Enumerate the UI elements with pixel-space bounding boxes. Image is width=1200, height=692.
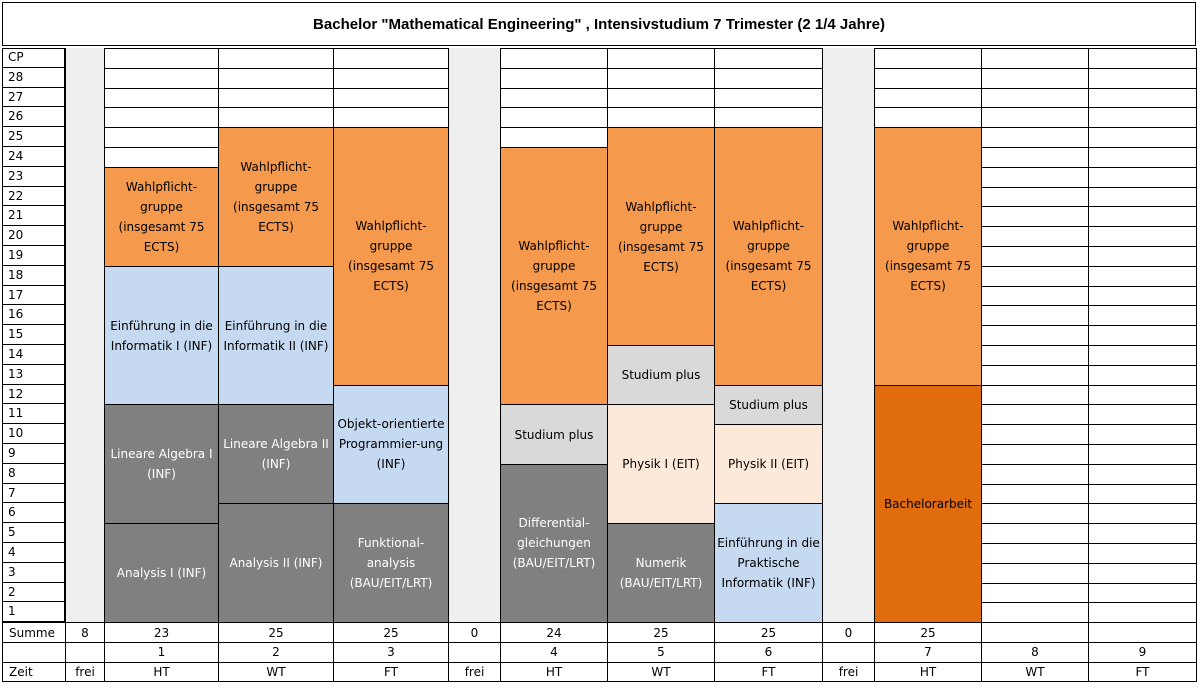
module-block: Lineare Algebra II (INF) xyxy=(218,404,334,504)
sum-cell: 23 xyxy=(104,622,219,643)
empty-grid-cell xyxy=(333,107,449,128)
empty-grid-cell xyxy=(1088,127,1197,148)
empty-grid-cell xyxy=(1088,68,1197,89)
sum-cell: 0 xyxy=(822,622,875,643)
module-block: Physik I (EIT) xyxy=(607,404,715,524)
empty-grid-cell xyxy=(1088,583,1197,604)
module-block: Studium plus xyxy=(607,345,715,405)
empty-grid-cell xyxy=(104,107,219,128)
cp-label: 9 xyxy=(2,444,65,464)
empty-grid-cell xyxy=(981,187,1089,208)
empty-grid-cell xyxy=(218,48,334,69)
empty-grid-cell xyxy=(1088,226,1197,247)
empty-grid-cell xyxy=(1088,206,1197,227)
trimester-cell: 3 xyxy=(333,642,449,663)
empty-grid-cell xyxy=(981,404,1089,425)
cp-label: 6 xyxy=(2,503,65,523)
sum-cell: 8 xyxy=(65,622,105,643)
empty-grid-cell xyxy=(1088,424,1197,445)
empty-grid-cell xyxy=(874,107,982,128)
module-block: Einführung in die Praktische Informatik (INF) xyxy=(714,503,823,623)
empty-grid-cell xyxy=(714,107,823,128)
empty-grid-cell xyxy=(1088,167,1197,188)
trimester-cell: 9 xyxy=(1088,642,1197,663)
empty-grid-cell xyxy=(1088,246,1197,267)
frei-column xyxy=(65,48,105,622)
cp-label: 10 xyxy=(2,424,65,444)
empty-grid-cell xyxy=(981,523,1089,544)
empty-grid-cell xyxy=(1088,503,1197,524)
cp-label: 23 xyxy=(2,167,65,187)
season-cell: WT xyxy=(218,662,334,683)
empty-grid-cell xyxy=(981,345,1089,366)
sum-cell xyxy=(1088,622,1197,643)
empty-grid-cell xyxy=(333,68,449,89)
module-block: Wahlpflicht-gruppe (insgesamt 75 ECTS) xyxy=(874,127,982,385)
zeit-label: Zeit xyxy=(2,662,66,683)
empty-grid-cell xyxy=(981,464,1089,485)
empty-grid-cell xyxy=(874,48,982,69)
empty-grid-cell xyxy=(1088,286,1197,307)
module-block: Einführung in die Informatik II (INF) xyxy=(218,266,334,406)
cp-label: 24 xyxy=(2,147,65,167)
module-block: Analysis I (INF) xyxy=(104,523,219,623)
empty-grid-cell xyxy=(1088,484,1197,505)
empty-grid-cell xyxy=(500,107,608,128)
sum-cell: 25 xyxy=(714,622,823,643)
empty-grid-cell xyxy=(500,127,608,148)
empty-grid-cell xyxy=(1088,365,1197,386)
empty-grid-cell xyxy=(104,68,219,89)
empty-grid-cell xyxy=(981,206,1089,227)
season-cell: FT xyxy=(333,662,449,683)
empty-grid-cell xyxy=(981,365,1089,386)
module-block: Analysis II (INF) xyxy=(218,503,334,623)
trimester-cell xyxy=(822,642,875,663)
cp-label: 2 xyxy=(2,583,65,603)
cp-label: 3 xyxy=(2,563,65,583)
cp-label: 11 xyxy=(2,404,65,424)
empty-grid-cell xyxy=(981,325,1089,346)
blank-label xyxy=(2,642,66,663)
trimester-cell: 1 xyxy=(104,642,219,663)
empty-grid-cell xyxy=(981,266,1089,287)
season-cell: FT xyxy=(1088,662,1197,683)
summe-label: Summe xyxy=(2,622,66,643)
cp-label: 21 xyxy=(2,206,65,226)
empty-grid-cell xyxy=(1088,345,1197,366)
empty-grid-cell xyxy=(218,68,334,89)
trimester-cell: 7 xyxy=(874,642,982,663)
module-block: Bachelorarbeit xyxy=(874,385,982,624)
cp-label: 25 xyxy=(2,127,65,147)
empty-grid-cell xyxy=(1088,305,1197,326)
season-cell: HT xyxy=(874,662,982,683)
module-block: Numerik (BAU/EIT/LRT) xyxy=(607,523,715,623)
empty-grid-cell xyxy=(1088,266,1197,287)
empty-grid-cell xyxy=(104,88,219,109)
cp-label: 8 xyxy=(2,464,65,484)
cp-label: 5 xyxy=(2,523,65,543)
empty-grid-cell xyxy=(1088,404,1197,425)
empty-grid-cell xyxy=(1088,543,1197,564)
empty-grid-cell xyxy=(714,68,823,89)
sum-cell: 25 xyxy=(218,622,334,643)
cp-label: 7 xyxy=(2,484,65,504)
frei-column xyxy=(448,48,501,622)
empty-grid-cell xyxy=(981,503,1089,524)
empty-grid-cell xyxy=(333,48,449,69)
module-block: Differential-gleichungen (BAU/EIT/LRT) xyxy=(500,464,608,623)
empty-grid-cell xyxy=(1088,187,1197,208)
empty-grid-cell xyxy=(607,68,715,89)
empty-grid-cell xyxy=(1088,444,1197,465)
empty-grid-cell xyxy=(981,68,1089,89)
cp-label: 16 xyxy=(2,305,65,325)
trimester-cell: 2 xyxy=(218,642,334,663)
cp-header: CP xyxy=(2,48,65,68)
empty-grid-cell xyxy=(607,107,715,128)
empty-grid-cell xyxy=(981,167,1089,188)
sum-cell: 24 xyxy=(500,622,608,643)
cp-label: 12 xyxy=(2,385,65,405)
season-cell: frei xyxy=(448,662,501,683)
cp-label: 17 xyxy=(2,286,65,306)
empty-grid-cell xyxy=(714,48,823,69)
empty-grid-cell xyxy=(607,48,715,69)
cp-label: 22 xyxy=(2,187,65,207)
module-block: Funktional-analysis (BAU/EIT/LRT) xyxy=(333,503,449,623)
trimester-cell xyxy=(65,642,105,663)
season-cell: frei xyxy=(822,662,875,683)
empty-grid-cell xyxy=(981,385,1089,406)
module-block: Wahlpflicht-gruppe (insgesamt 75 ECTS) xyxy=(714,127,823,385)
empty-grid-cell xyxy=(981,602,1089,623)
diagram-title: Bachelor "Mathematical Engineering" , Intensivstudium 7 Trimester (2 1/4 Jahre) xyxy=(2,2,1196,46)
cp-label: 20 xyxy=(2,226,65,246)
empty-grid-cell xyxy=(1088,325,1197,346)
empty-grid-cell xyxy=(1088,88,1197,109)
season-cell: FT xyxy=(714,662,823,683)
module-block: Lineare Algebra I (INF) xyxy=(104,404,219,524)
module-block: Wahlpflicht-gruppe (insgesamt 75 ECTS) xyxy=(104,167,219,267)
trimester-cell xyxy=(448,642,501,663)
empty-grid-cell xyxy=(500,88,608,109)
sum-cell: 0 xyxy=(448,622,501,643)
sum-cell: 25 xyxy=(607,622,715,643)
empty-grid-cell xyxy=(981,484,1089,505)
cp-label: 28 xyxy=(2,68,65,88)
season-cell: HT xyxy=(104,662,219,683)
empty-grid-cell xyxy=(607,88,715,109)
empty-grid-cell xyxy=(981,583,1089,604)
empty-grid-cell xyxy=(1088,107,1197,128)
empty-grid-cell xyxy=(1088,563,1197,584)
trimester-cell: 8 xyxy=(981,642,1089,663)
module-block: Wahlpflicht-gruppe (insgesamt 75 ECTS) xyxy=(333,127,449,385)
cp-label: 1 xyxy=(2,602,65,622)
cp-label: 26 xyxy=(2,107,65,127)
frei-column xyxy=(822,48,875,622)
season-cell: WT xyxy=(607,662,715,683)
empty-grid-cell xyxy=(981,563,1089,584)
empty-grid-cell xyxy=(1088,147,1197,168)
empty-grid-cell xyxy=(1088,464,1197,485)
empty-grid-cell xyxy=(981,246,1089,267)
cp-label: 18 xyxy=(2,266,65,286)
season-cell: WT xyxy=(981,662,1089,683)
cp-label: 13 xyxy=(2,365,65,385)
empty-grid-cell xyxy=(981,127,1089,148)
empty-grid-cell xyxy=(104,147,219,168)
module-block: Wahlpflicht-gruppe (insgesamt 75 ECTS) xyxy=(607,127,715,346)
cp-label: 15 xyxy=(2,325,65,345)
season-cell: HT xyxy=(500,662,608,683)
empty-grid-cell xyxy=(981,305,1089,326)
cp-label: 19 xyxy=(2,246,65,266)
cp-label: 4 xyxy=(2,543,65,563)
empty-grid-cell xyxy=(1088,385,1197,406)
empty-grid-cell xyxy=(981,147,1089,168)
empty-grid-cell xyxy=(104,48,219,69)
empty-grid-cell xyxy=(981,424,1089,445)
empty-grid-cell xyxy=(981,543,1089,564)
sum-cell: 25 xyxy=(874,622,982,643)
empty-grid-cell xyxy=(218,107,334,128)
empty-grid-cell xyxy=(1088,523,1197,544)
empty-grid-cell xyxy=(981,107,1089,128)
module-block: Studium plus xyxy=(714,385,823,426)
module-block: Wahlpflicht-gruppe (insgesamt 75 ECTS) xyxy=(500,147,608,405)
empty-grid-cell xyxy=(981,444,1089,465)
sum-cell xyxy=(981,622,1089,643)
empty-grid-cell xyxy=(874,68,982,89)
empty-grid-cell xyxy=(1088,48,1197,69)
trimester-cell: 4 xyxy=(500,642,608,663)
empty-grid-cell xyxy=(981,226,1089,247)
empty-grid-cell xyxy=(981,88,1089,109)
empty-grid-cell xyxy=(874,88,982,109)
empty-grid-cell xyxy=(714,88,823,109)
trimester-cell: 6 xyxy=(714,642,823,663)
cp-label: 27 xyxy=(2,88,65,108)
empty-grid-cell xyxy=(104,127,219,148)
empty-grid-cell xyxy=(1088,602,1197,623)
module-block: Physik II (EIT) xyxy=(714,424,823,504)
empty-grid-cell xyxy=(218,88,334,109)
module-block: Studium plus xyxy=(500,404,608,464)
module-block: Wahlpflicht-gruppe (insgesamt 75 ECTS) xyxy=(218,127,334,267)
sum-cell: 25 xyxy=(333,622,449,643)
empty-grid-cell xyxy=(500,48,608,69)
cp-label: 14 xyxy=(2,345,65,365)
empty-grid-cell xyxy=(500,68,608,89)
module-block: Einführung in die Informatik I (INF) xyxy=(104,266,219,406)
empty-grid-cell xyxy=(333,88,449,109)
module-block: Objekt-orientierte Programmier-ung (INF) xyxy=(333,385,449,505)
season-cell: frei xyxy=(65,662,105,683)
empty-grid-cell xyxy=(981,286,1089,307)
empty-grid-cell xyxy=(981,48,1089,69)
trimester-cell: 5 xyxy=(607,642,715,663)
